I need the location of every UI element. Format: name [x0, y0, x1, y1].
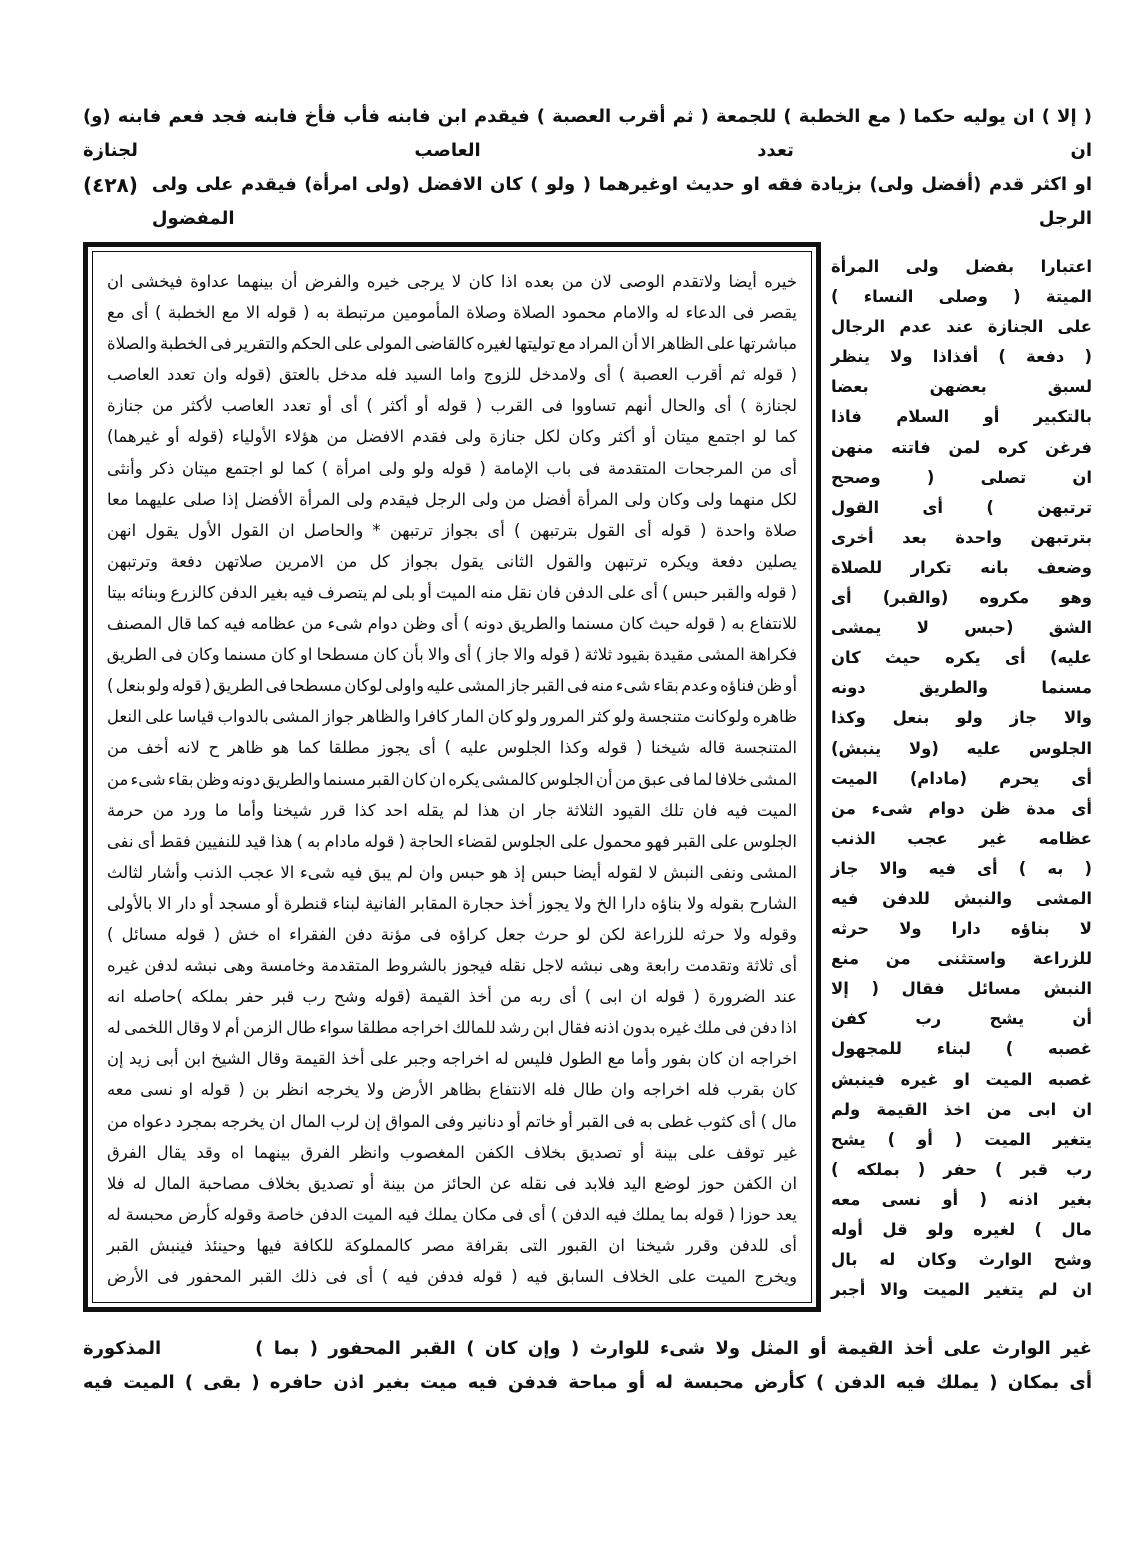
commentary-line: كان بقرب فله اخراجه وان طال فله الانتفاع بظاهر الأرض ولا يخرجه انظر بن ( قوله او نسى معه [107, 1080, 797, 1100]
page [83, 100, 1092, 1400]
main-area [83, 242, 1092, 1312]
commentary-line: ظاهره ولوكانت متنجسة ولو كثر المرور ولو كان المار كافرا والظاهر جواز المشى بالدواب قياسا على النعل [107, 707, 797, 727]
margin-line: اعتبارا بفضل ولى المرأة [831, 257, 1092, 276]
margin-line: ( به ) أى فيه والا جاز [831, 858, 1092, 878]
commentary-line: صلاة واحدة ( قوله أى القول بترتبهن ) أى بجواز ترتبهن * والحاصل ان القول الأول يقول انهن [107, 520, 797, 540]
margin-column [831, 242, 1092, 1305]
margin-line: ( دفعة ) أفذاذا ولا ينظر [831, 347, 1092, 367]
commentary-line: ( قوله ثم أقرب العصبة ) أى ولامدخل للزوج واما السيد فله مدخل بالعتق (قوله وان تعدد العاصب [107, 365, 797, 385]
commentary-line: لكل منهما ولى وكان ولى المرأة أفضل من ولى الرجل فيقدم ولى المرأة الأفضل إذا صلى عليهما معا [107, 489, 797, 509]
margin-line: يتغير الميت ( أو ) يشح [831, 1129, 1092, 1149]
commentary-line: اخراجه ان كان بفور وأما مع الطول فليس له اخراجه وجبر على أخذ القيمة وقال الشيخ ابن أبى زيد إن [107, 1049, 797, 1069]
commentary-line: غير توقف على بينة أو تصديق بخلاف الكفن المغصوب وانظر الفرق بينهما اه وقد يقال الفرق [107, 1142, 797, 1162]
commentary-line: يقصر فى الدعاء له والامام محمود الصلاة وصلاة المأمومين مرتبطة به ( قوله الا مع الخطبة ) أى مع [107, 303, 797, 323]
commentary-line: عند الضرورة ( قوله ان ابى ) أى ربه من أخذ القيمة (قوله وشح رب قبر حفر بملكه )حاصله انه [107, 987, 797, 1007]
margin-line: ان تصلى ( وصحح [831, 467, 1092, 487]
margin-line: ترتبهن ) أى القول [831, 497, 1092, 517]
commentary-line: يصلين دفعة ويكره ترتبهن والقول الثانى يقول بجواز كل من الامرين صلاتهن دفعة وترتبهن [107, 551, 797, 571]
margin-line: المشى والنبش للدفن فيه [831, 888, 1092, 908]
commentary-line: المتنجسة قاله شيخنا ( قوله وكذا الجلوس عليه ) أى يجوز مطلقا كما هو ظاهر ح لانه أخف من [107, 738, 797, 758]
commentary-line: أو ظن فناؤه وعدم بقاء شىء منه فى القبر جاز المشى عليه واولى لوكان مسطحا فى الطريق ( قوله ولو بنعل ) [107, 676, 797, 696]
commentary-line: للانتفاع به ( قوله حيث كان مسنما والطريق دونه ) أى وظن دوام شىء من عظامه فيه كما قال المصنف [107, 614, 797, 634]
margin-line: بترتبهن واحدة بعد أخرى [831, 527, 1092, 547]
page-number: (٤٢٨) [83, 173, 138, 197]
margin-line: للزراعة واستثنى من منع [831, 949, 1092, 969]
margin-line: ان ابى من اخذ القيمة ولم [831, 1099, 1092, 1119]
footer-line: أى بمكان ( يملك فيه الدفن ) كأرض محبسة له أو مباحة فدفن فيه ميت بغير اذن حافره ( بقى ) الميت فيه [83, 1372, 1092, 1394]
commentary-line: ان الكفن حوز لوضع اليد فلابد فى نقله عن الحائز من بينة أو تصديق بخلاف مصاحبة المال له فلا [107, 1173, 797, 1193]
footer-row [83, 1332, 1092, 1366]
margin-line: مسنما والطريق دونه [831, 678, 1092, 698]
margin-line: لا بناؤه دارا ولا حرثه [831, 919, 1092, 939]
commentary-line: يعد حوزا ( قوله بما يملك فيه الدفن ) أى فى مكان يملك فيه الميت الدفن خاصة وقوله كأرض محبسة له [107, 1204, 797, 1224]
commentary-line: الشارح بقوله ولا بناؤه دارا الخ ولا يجوز أخذ حجارة المقابر الفانية لبناء قنطرة أو مسجد أو دار الا بالأولى [107, 893, 797, 913]
commentary-line: كما لو اجتمع ميتان أو أكثر وكان لكل جنازة ولى فقدم الافضل من هؤلاء الأولياء (قوله أو غيرهما) [107, 427, 797, 447]
commentary-line: مال ) أى كثوب غطى به فى القبر أو خاتم أو دنانير وفى المواق إن لرب المال ان يخرجه بمجرد دعواه من [107, 1111, 797, 1131]
commentary-line: أى ثلاثة وتقدمت رابعة وهى نبشه لاجل نقله فيجوز بالشروط المتقدمة وخامسة وهى نبشه لدفن غيره [107, 956, 797, 976]
margin-line: غصبه الميت او غيره فينبش [831, 1069, 1092, 1089]
commentary-line: أى للدفن وقرر شيخنا ان القبور التى بقرافة مصر كالمملوكة للكافة فيها وحينئذ فينبش القبر [107, 1235, 797, 1255]
header-line: او اكثر قدم (أفضل ولى) بزيادة فقه او حديث اوغيرهما ( ولو ) كان الافضل (ولى امرأة) فيقدم على ولى الرجل المفضول [151, 174, 1092, 229]
margin-line: عظامه غير عجب الذنب [831, 828, 1092, 848]
margin-line: أى يحرم (مادام) الميت [831, 768, 1092, 788]
footer-line: غير الوارث على أخذ القيمة أو المثل ولا شىء للوارث ( وإن كان ) القبر المحفور ( بما ) [255, 1338, 1092, 1360]
catchword: المذكورة [83, 1338, 162, 1360]
margin-line: عليه) أى يكره حيث كان [831, 648, 1092, 668]
margin-line: ان لم يتغير الميت والا أجبر [831, 1280, 1092, 1300]
commentary-line: لجنازة ) أى والحال أنهم تساووا فى القرب ( قوله أو أكثر ) أى أو تعدد العاصب لأكثر من جنازة [107, 396, 797, 416]
margin-line: وشح الوارث وكان له بال [831, 1250, 1092, 1270]
commentary-line: المشى خلافا لما فى عبق من أن الجلوس كالمشى يكره ان كان القبر مسنما والطريق دونه وظن بقاء شىء من [107, 769, 797, 789]
margin-line: أى مدة ظن دوام شىء من [831, 798, 1092, 818]
margin-line: الميتة ( وصلى النساء ) [831, 287, 1092, 307]
margin-line: النبش مسائل فقال ( إلا [831, 979, 1092, 999]
header-line: ( إلا ) ان يوليه حكما ( مع الخطبة ) للجمعة ( ثم أقرب العصبة ) فيقدم ابن فابنه فأب فأخ فابنه فجد فعم فابنه (و) ان تعدد العاصب لجنازة [83, 106, 1092, 161]
margin-line: الجلوس عليه (ولا ينبش) [831, 738, 1092, 758]
commentary-text [92, 251, 812, 1303]
header-row [83, 168, 1092, 236]
commentary-box [83, 242, 821, 1312]
margin-line: بالتكبير أو السلام فاذا [831, 407, 1092, 427]
commentary-line: فكراهة المشى مقيدة بقيود ثلاثة ( قوله والا جاز ) أى والا بأن كان مسطحا او كان مسنما وكان فى الطريق [106, 645, 797, 665]
margin-line: أن يشح رب كفن [831, 1009, 1092, 1029]
margin-line: الشق (حبس لا يمشى [831, 618, 1092, 638]
margin-line: فرغن كره لمن فاتته منهن [831, 437, 1092, 457]
commentary-line: ( قوله والقبر حبس ) أى على الدفن فان نقل منه الميت أو بلى لم يتصرف فيه بغير الدفن كالزرع وبنائه بيتا [107, 582, 797, 602]
commentary-line: وقوله ولا حرثه للزراعة لكن لو حرث جعل كراؤه فى مؤنة دفن الفقراء اه خش ( قوله مسائل ) [107, 924, 797, 944]
margin-line: مال ) لغيره ولو قل أوله [831, 1220, 1092, 1239]
commentary-line: الجلوس على القبر فهو محمول على الجلوس لقضاء الحاجة ( قوله مادام به ) هذا قيد للنفيين فقط أى نفى [107, 831, 797, 851]
matn-footer [83, 1332, 1092, 1400]
commentary-line: مباشرتها على الظاهر الا أن المراد مع توليتها لغيره كالقاضى المولى على الحكم والتقرير فى الخطبة والصلاة [107, 334, 797, 354]
commentary-line: الميت فيه فان تلك القيود الثلاثة جار ان هذا لم يقله احد كذا قرر شيخنا وأما ما ورد من حرمة [107, 800, 797, 820]
margin-line: رب قبر ) حفر ( بملكه ) [831, 1159, 1092, 1179]
margin-line: وهو مكروه (والقبر) أى [831, 588, 1092, 608]
commentary-line: اذا دفن فى ملك غيره بدون اذنه فقال ابن رشد للمالك اخراجه مطلقا سواء طال الزمن أم لا وقال اللخمى له [107, 1018, 797, 1038]
margin-line: بغير اذنه ( أو نسى معه [831, 1189, 1092, 1209]
commentary-line: أى من المرجحات المتقدمة فى باب الإمامة ( قوله ولو ولى امرأة ) كما لو اجتمع ميتان ذكر وأنثى [107, 458, 797, 478]
margin-line: والا جاز ولو بنعل وكذا [831, 708, 1092, 728]
matn-header [83, 100, 1092, 236]
margin-line: على الجنازة عند عدم الرجال [831, 317, 1092, 337]
commentary-line: ويخرج الميت على الخلاف السابق فيه ( قوله فدفن فيه ) أى فى ذلك القبر المحفور فى الأرض [107, 1267, 797, 1286]
commentary-line: خيره أيضا ولاتقدم الوصى لان من بعده اذا كان لا يرجى خيره والفرض أن بينهما عداوة فيخشى ان [107, 272, 797, 291]
margin-line: لسبق بعضهن بعضا [831, 377, 1092, 397]
commentary-line: المشى ونفى النبش لا لقوله أيضا حبس إذ هو حبس وان لم يبق فيه شىء الا عجب الذنب وأشار لثالث [107, 862, 797, 882]
margin-line: غصبه ) لبناء للمجهول [831, 1039, 1092, 1059]
margin-line: وضعف بانه تكرار للصلاة [831, 557, 1092, 577]
